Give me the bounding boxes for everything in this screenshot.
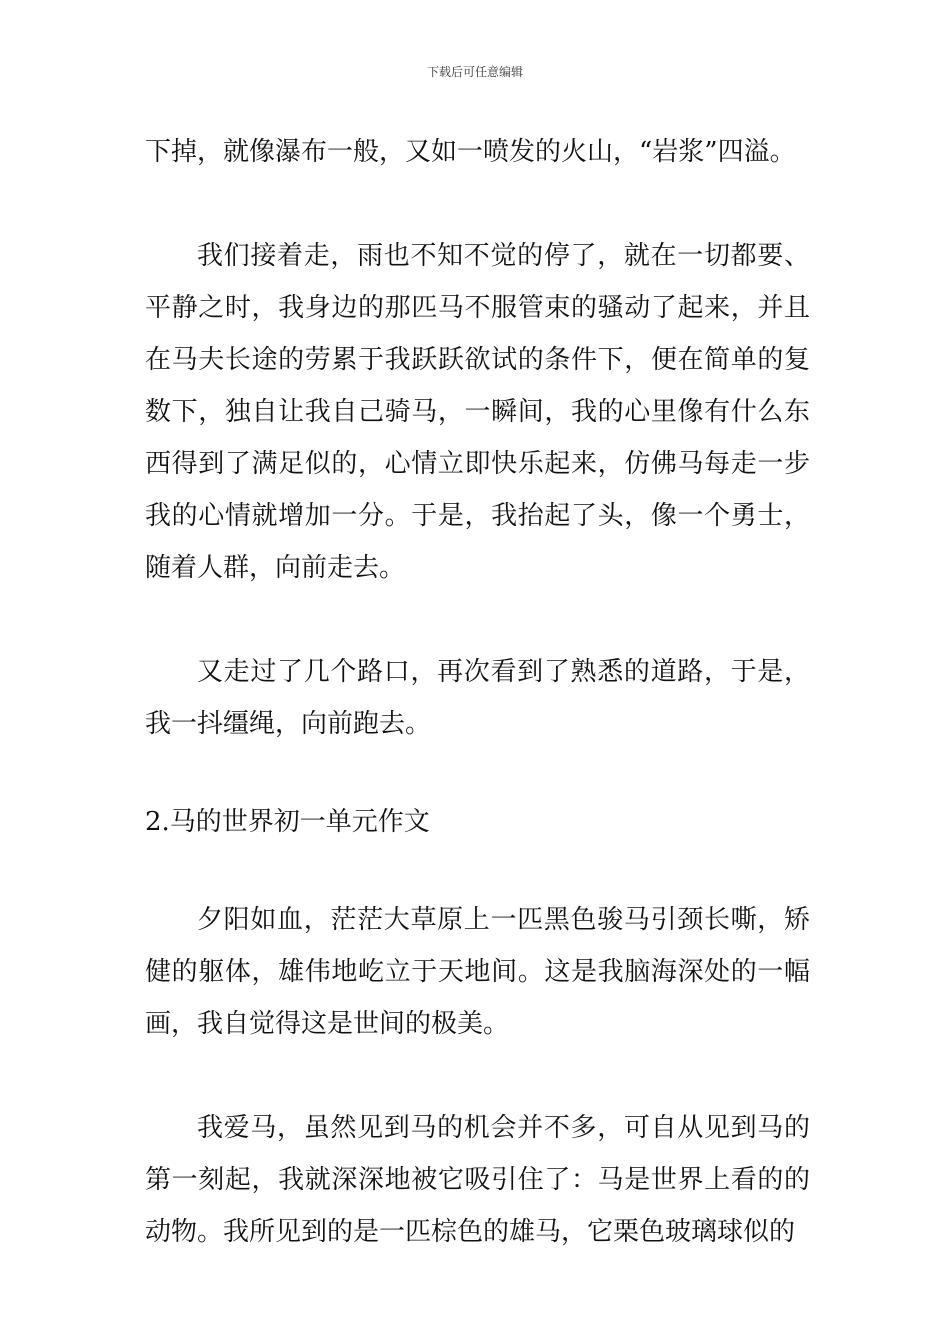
paragraph-love-horse: 我爱马，虽然见到马的机会并不多，可自从见到马的第一刻起，我就深深地被它吸引住了：马是世界上看的的动物。我所见到的是一匹棕色的雄马，它栗色玻璃球似的 (145, 1113, 810, 1247)
paragraph-riding: 我们接着走，雨也不知不觉的停了，就在一切都要、平静之时，我身边的那匹马不服管束的骚动了起来，并且在马夫长途的劳累于我跃跃欲试的条件下，便在简单的复数下，独自让我自己骑马，一瞬间，我的心里像有什么东西得到了满足似的，心情立即快乐起来，仿佛马每走一步我的心情就增加一分。于是，我抬起了头，像一个勇士，随着人群，向前走去。 (145, 241, 810, 583)
paragraph-crossroads: 又走过了几个路口，再次看到了熟悉的道路，于是，我一抖缰绳，向前跑去。 (145, 657, 810, 739)
section-title: 2.马的世界初一单元作文 (145, 807, 430, 837)
paragraph-sunset: 夕阳如血，茫茫大草原上一匹黑色骏马引颈长嘶，矫健的躯体，雄伟地屹立于天地间。这是我脑海深处的一幅画，我自觉得这是世间的极美。 (145, 905, 810, 1039)
document-body (145, 126, 810, 1258)
paragraph-continuation: 下掉，就像瀑布一般，又如一喷发的火山，“岩浆”四溢。 (145, 137, 796, 167)
page-header: 下载后可任意编辑 (426, 65, 523, 79)
